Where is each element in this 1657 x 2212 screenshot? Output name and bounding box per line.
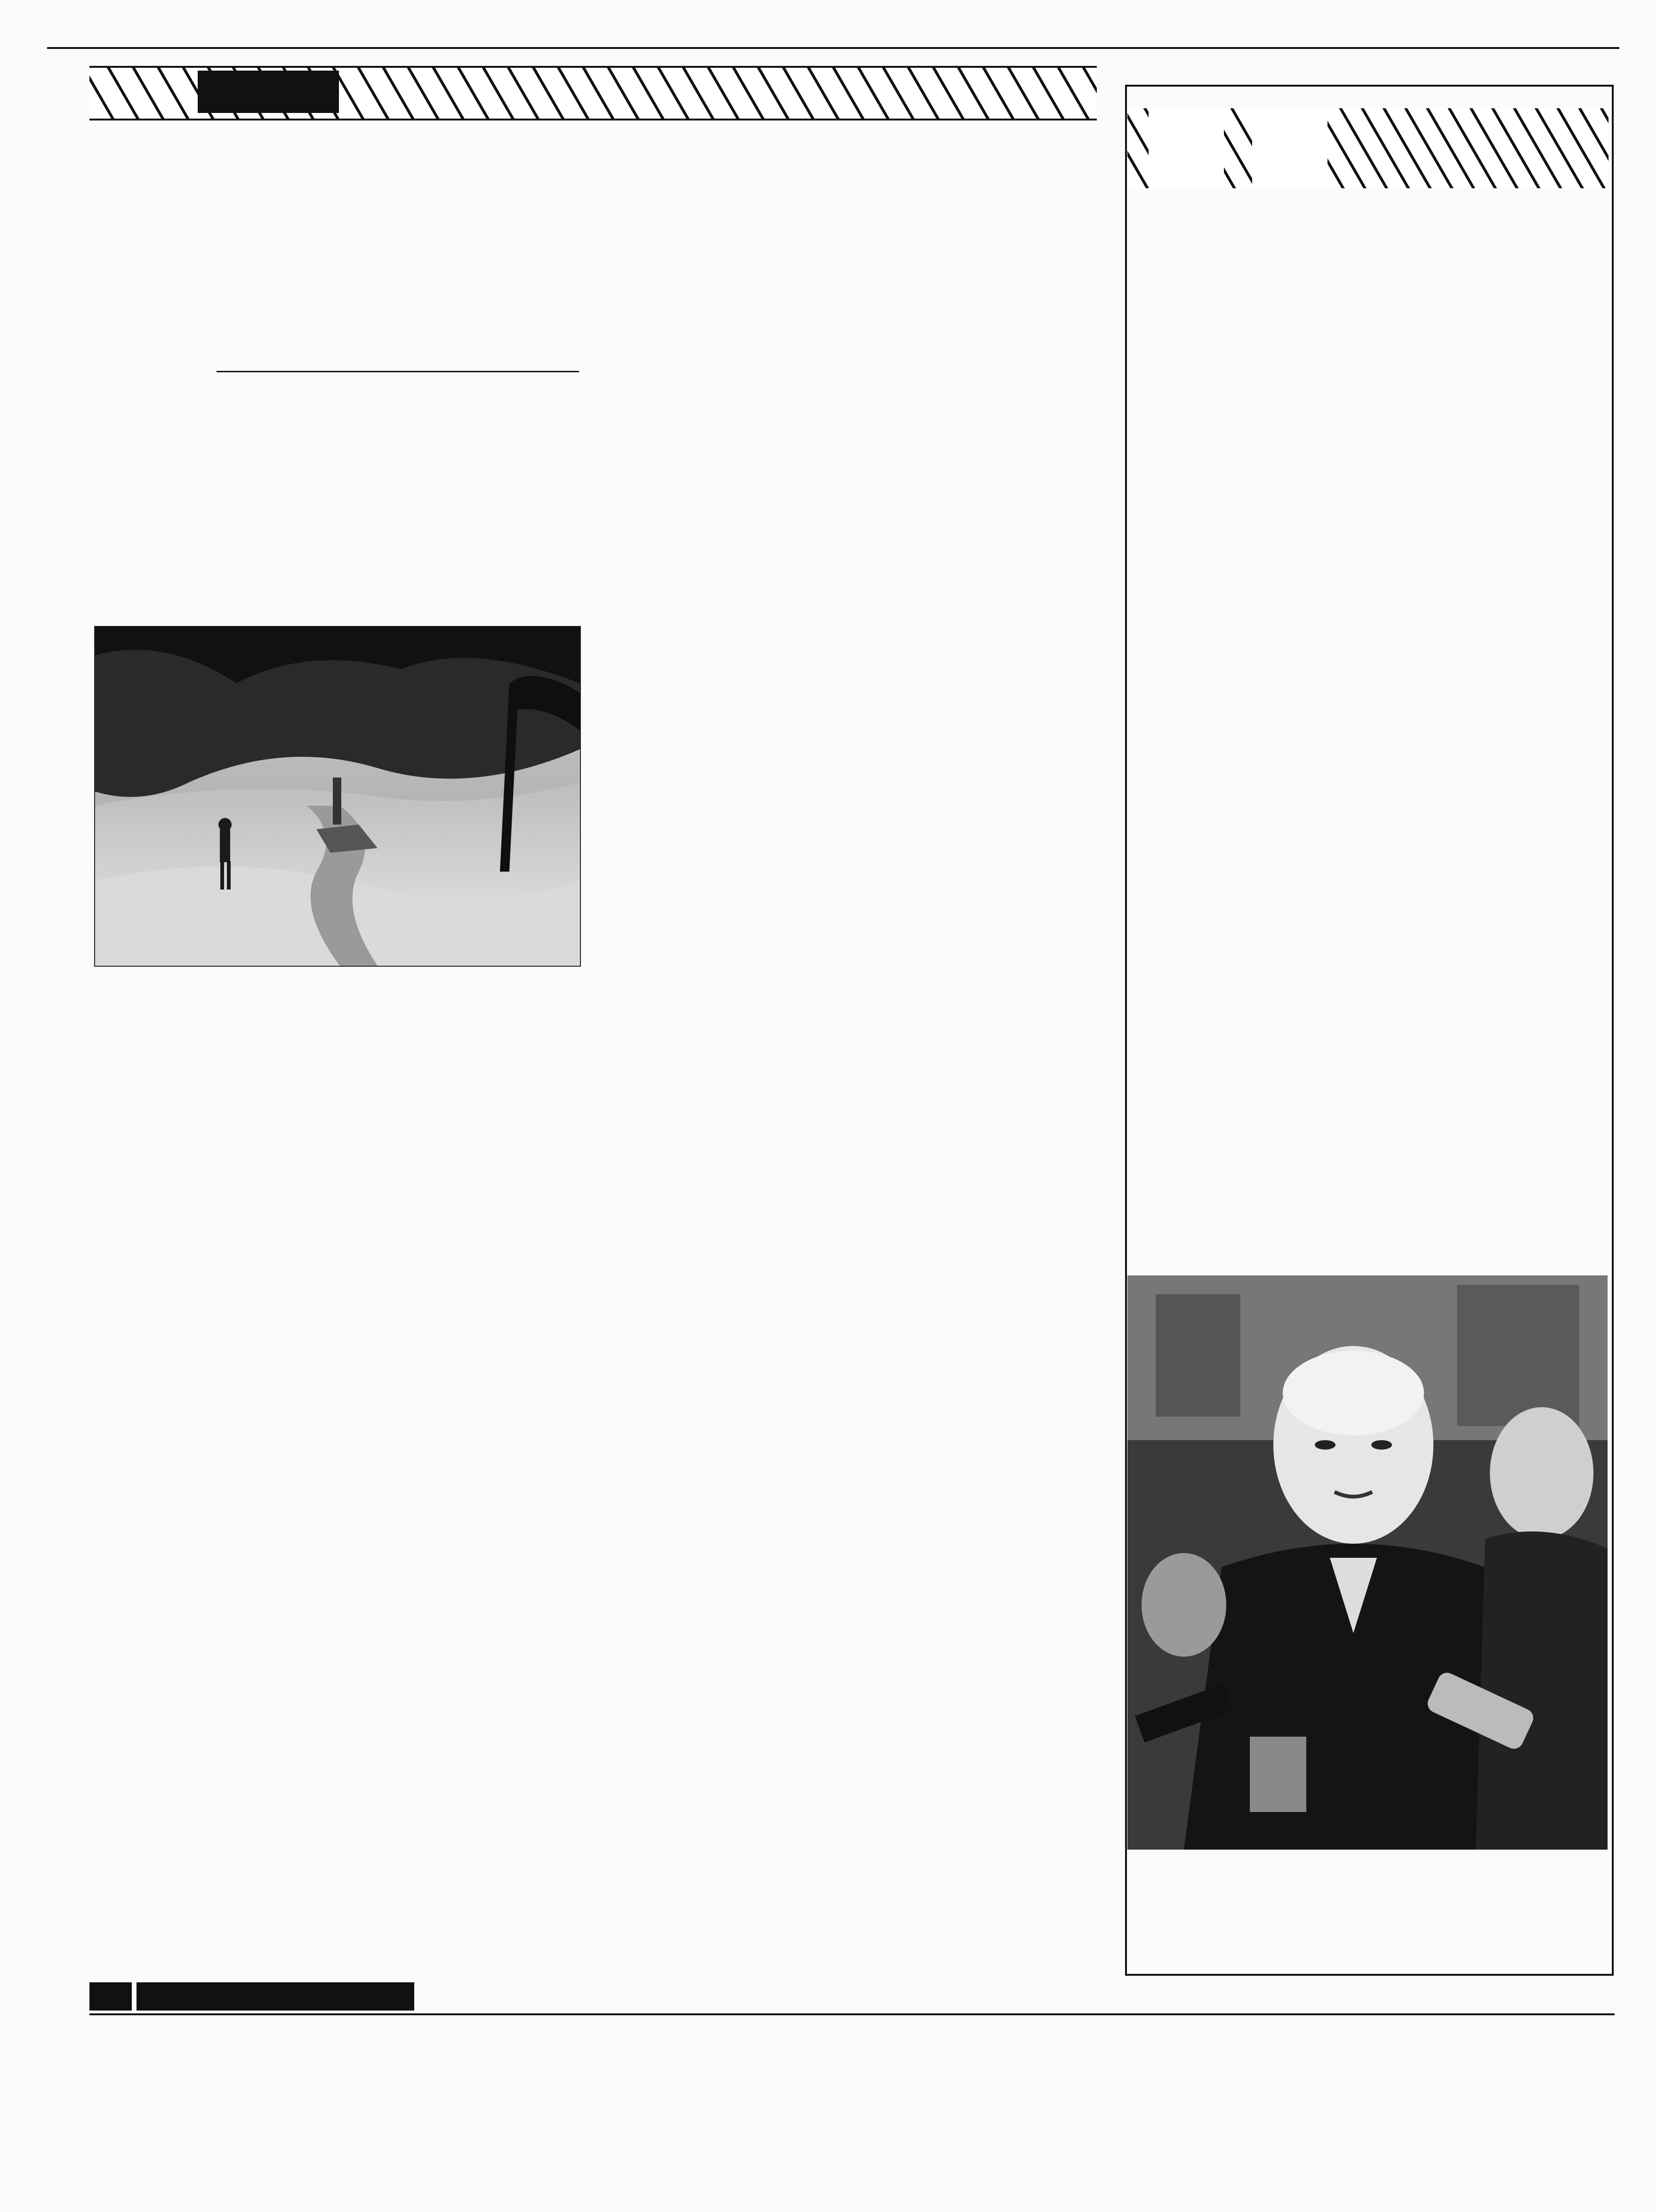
article-column-3: [598, 367, 843, 405]
page-number: [89, 1982, 132, 2011]
top-rule: [47, 47, 1619, 49]
paper-logo: [198, 71, 339, 113]
sidebar-digit-4: [1252, 108, 1327, 188]
italy-photo: [1127, 1275, 1608, 1850]
byline-rule: [217, 371, 579, 372]
footer-rule: [89, 2013, 1615, 2015]
article-lead: [104, 400, 588, 403]
sidebar-digit-2: [1149, 108, 1224, 188]
paper-name: [137, 1982, 414, 2011]
article-photo: [94, 626, 581, 967]
war-scene-image: [95, 627, 580, 966]
scalfaro-image: [1127, 1275, 1608, 1850]
